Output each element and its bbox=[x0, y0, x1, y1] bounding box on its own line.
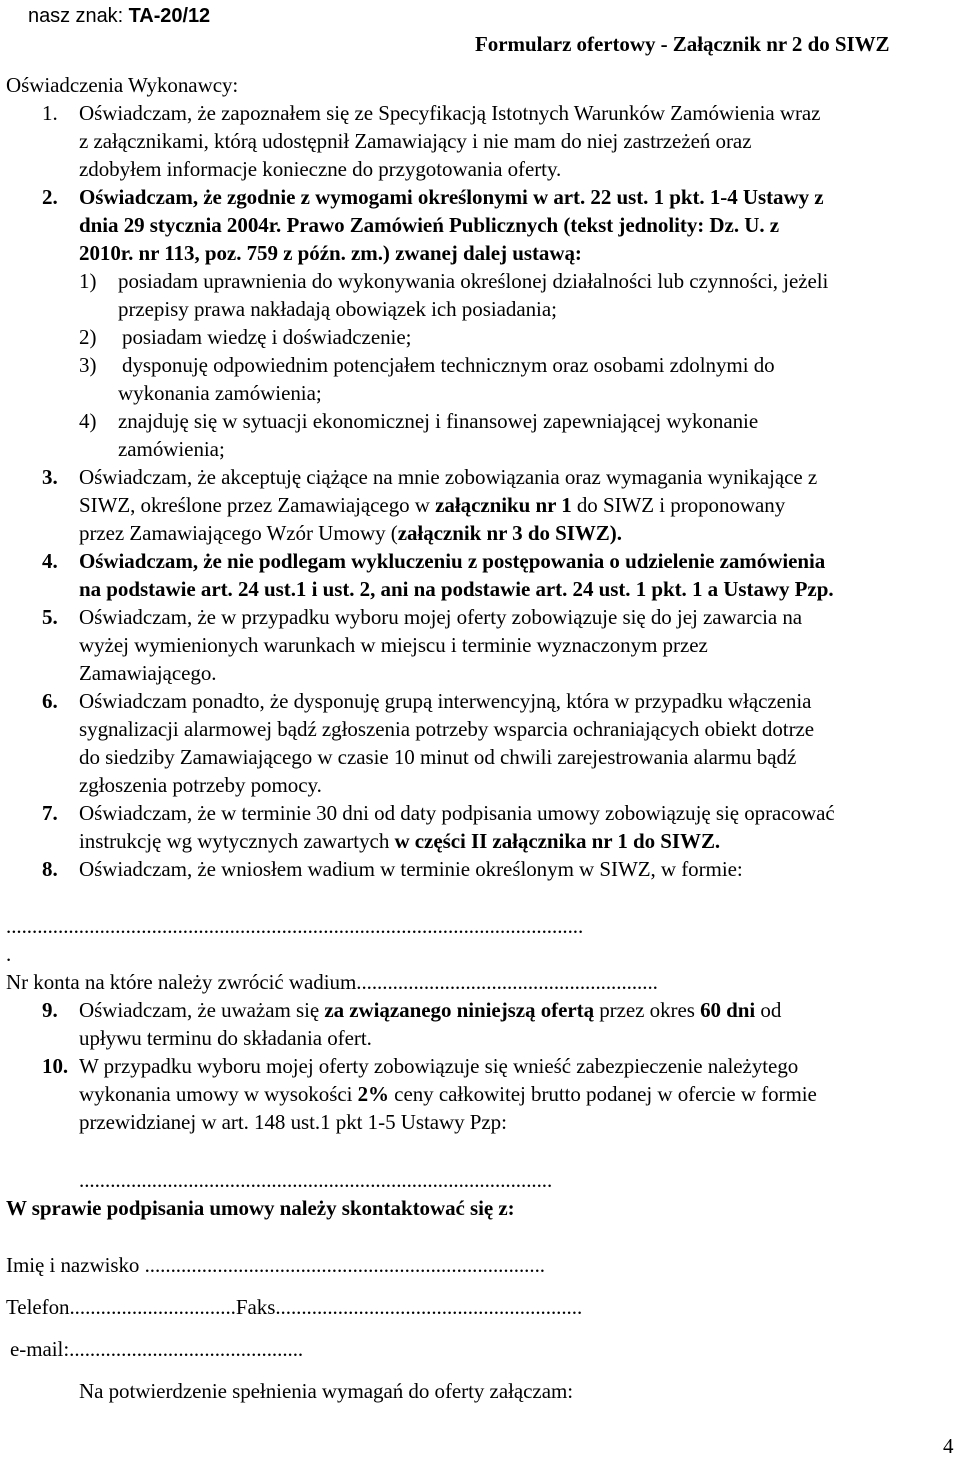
reference-label: nasz znak: bbox=[28, 5, 129, 27]
statement-line: sygnalizacji alarmowej bądź zgłoszenia potrzeby wsparcia ochraniających obiekt dotrze bbox=[79, 717, 815, 741]
statement-line bbox=[79, 1080, 817, 1108]
statement-text: instrukcję wg wytycznych zawartych bbox=[79, 829, 395, 853]
section-title: Oświadczenia Wykonawcy: bbox=[6, 73, 239, 97]
statement-text: wykonania umowy w wysokości bbox=[79, 1082, 358, 1106]
security-form-field[interactable]: ........................................................................................... bbox=[79, 1168, 553, 1192]
attachment-reference: załączniku nr 1 bbox=[435, 493, 572, 517]
sub-item-number: 4) bbox=[79, 409, 97, 433]
statement-text: ceny całkowitej brutto podanej w ofercie w formie bbox=[388, 1082, 817, 1106]
item-number: 9. bbox=[42, 998, 58, 1022]
form-title: Formularz ofertowy - Załącznik nr 2 do SIWZ bbox=[475, 32, 890, 56]
item-number: 6. bbox=[42, 689, 58, 713]
sub-item-number: 3) bbox=[79, 353, 97, 377]
statement-line: W przypadku wyboru mojej oferty zobowiązuje się wnieść zabezpieczenie należytego bbox=[79, 1054, 799, 1078]
statement-text: przez Zamawiającego Wzór Umowy ( bbox=[79, 521, 398, 545]
sub-item-line: wykonania zamówienia; bbox=[118, 381, 322, 405]
sub-item-number: 1) bbox=[79, 269, 97, 293]
statement-line: upływu terminu do składania ofert. bbox=[79, 1026, 372, 1050]
item-number: 2. bbox=[42, 185, 58, 209]
statement-line: Oświadczam, że wniosłem wadium w terminie określonym w SIWZ, w formie: bbox=[79, 857, 743, 881]
statement-line: wyżej wymienionych warunkach w miejscu i terminie wyznaczonym przez bbox=[79, 633, 708, 657]
name-field[interactable]: Imię i nazwisko ............................................................................. bbox=[6, 1253, 545, 1277]
dot-line: . bbox=[6, 942, 12, 966]
statement-text: od bbox=[755, 998, 782, 1022]
statement-line: z załącznikami, którą udostępnił Zamawiający i nie mam do niej zastrzeżeń oraz bbox=[79, 129, 752, 153]
sub-item-line: znajduję się w sytuacji ekonomicznej i finansowej zapewniającej wykonanie bbox=[118, 409, 759, 433]
statement-line: Oświadczam ponadto, że dysponuję grupą interwencyjną, która w przypadku włączenia bbox=[79, 689, 812, 713]
statement-text: przez okres bbox=[594, 998, 701, 1022]
item-number: 7. bbox=[42, 801, 58, 825]
statement-text: Oświadczam, że uważam się bbox=[79, 998, 325, 1022]
item-number: 8. bbox=[42, 857, 58, 881]
item-number: 3. bbox=[42, 465, 58, 489]
sub-item-line: przepisy prawa nakładają obowiązek ich posiadania; bbox=[118, 297, 557, 321]
sub-item-number: 2) bbox=[79, 325, 97, 349]
phone-fax-field[interactable]: Telefon................................Faks........................................................... bbox=[6, 1295, 583, 1319]
sub-item-line: posiadam wiedzę i doświadczenie; bbox=[122, 325, 412, 349]
statement-line: Oświadczam, że w terminie 30 dni od daty podpisania umowy zobowiązuję się opracować bbox=[79, 801, 835, 825]
attachment-reference: załącznik nr 3 do SIWZ). bbox=[397, 521, 622, 545]
statement-line bbox=[79, 491, 785, 519]
item-number: 10. bbox=[42, 1054, 69, 1078]
bank-account-field[interactable]: Nr konta na które należy zwrócić wadium.......................................................... bbox=[6, 970, 658, 994]
statement-line: Oświadczam, że akceptuję ciążące na mnie zobowiązania oraz wymagania wynikające z bbox=[79, 465, 818, 489]
statement-line bbox=[79, 239, 582, 267]
statement-tail: ) zwanej dalej ustawą: bbox=[382, 241, 582, 265]
statement-line: na podstawie art. 24 ust.1 i ust. 2, ani na podstawie art. 24 ust. 1 pkt. 1 a Ustawy Pzp. bbox=[79, 577, 834, 601]
statement-line: Oświadczam, że w przypadku wyboru mojej oferty zobowiązuje się do jej zawarcia na bbox=[79, 605, 803, 629]
statement-line: przewidzianej w art. 148 ust.1 pkt 1-5 Ustawy Pzp: bbox=[79, 1110, 507, 1134]
statement-line: do siedziby Zamawiającego w czasie 10 minut od chwili zarejestrowania alarmu bądź bbox=[79, 745, 797, 769]
sub-item-line: posiadam uprawnienia do wykonywania określonej działalności lub czynności, jeżeli bbox=[118, 269, 829, 293]
item-number: 1. bbox=[42, 101, 58, 125]
sub-item-line: zamówienia; bbox=[118, 437, 225, 461]
emphasis-text: za związanego niniejszą ofertą bbox=[324, 998, 595, 1022]
item-number: 5. bbox=[42, 605, 58, 629]
statement-line bbox=[79, 519, 622, 547]
statement-line: dnia 29 stycznia 2004r. Prawo Zamówień Publicznych (tekst jednolity: Dz. U. z bbox=[79, 213, 779, 237]
item-number: 4. bbox=[42, 549, 58, 573]
email-field[interactable]: e-mail:............................................. bbox=[10, 1337, 304, 1361]
contact-heading: W sprawie podpisania umowy należy skontaktować się z: bbox=[6, 1196, 515, 1220]
emphasis-text: 60 dni bbox=[700, 998, 756, 1022]
statement-line bbox=[79, 827, 720, 855]
statement-line: Oświadczam, że zapoznałem się ze Specyfikacją Istotnych Warunków Zamówienia wraz bbox=[79, 101, 821, 125]
statement-text: do SIWZ i proponowany bbox=[571, 493, 786, 517]
statement-line bbox=[79, 996, 781, 1024]
statement-line: Zamawiającego. bbox=[79, 661, 217, 685]
reference-number bbox=[28, 2, 210, 30]
attachment-reference: w części II załącznika nr 1 do SIWZ. bbox=[394, 829, 721, 853]
statement-line: Oświadczam, że zgodnie z wymogami określonymi w art. 22 ust. 1 pkt. 1-4 Ustawy z bbox=[79, 185, 824, 209]
sub-item-line: dysponuję odpowiednim potencjałem technicznym oraz osobami zdolnymi do bbox=[122, 353, 775, 377]
page-number: 4 bbox=[943, 1434, 954, 1458]
statement-text: SIWZ, określone przez Zamawiającego w bbox=[79, 493, 436, 517]
statement-text: 2010r. nr 113, poz. 759 z późn. zm. bbox=[79, 241, 383, 265]
reference-value: TA-20/12 bbox=[128, 5, 211, 27]
statement-line: zdobyłem informacje konieczne do przygotowania oferty. bbox=[79, 157, 562, 181]
emphasis-text: 2% bbox=[357, 1082, 389, 1106]
attachments-line: Na potwierdzenie spełnienia wymagań do oferty załączam: bbox=[79, 1379, 574, 1403]
statement-line: zgłoszenia potrzeby pomocy. bbox=[79, 773, 322, 797]
statement-line: Oświadczam, że nie podlegam wykluczeniu z postępowania o udzielenie zamówienia bbox=[79, 549, 826, 573]
deposit-form-field[interactable]: ............................................................................................................... bbox=[6, 914, 584, 938]
